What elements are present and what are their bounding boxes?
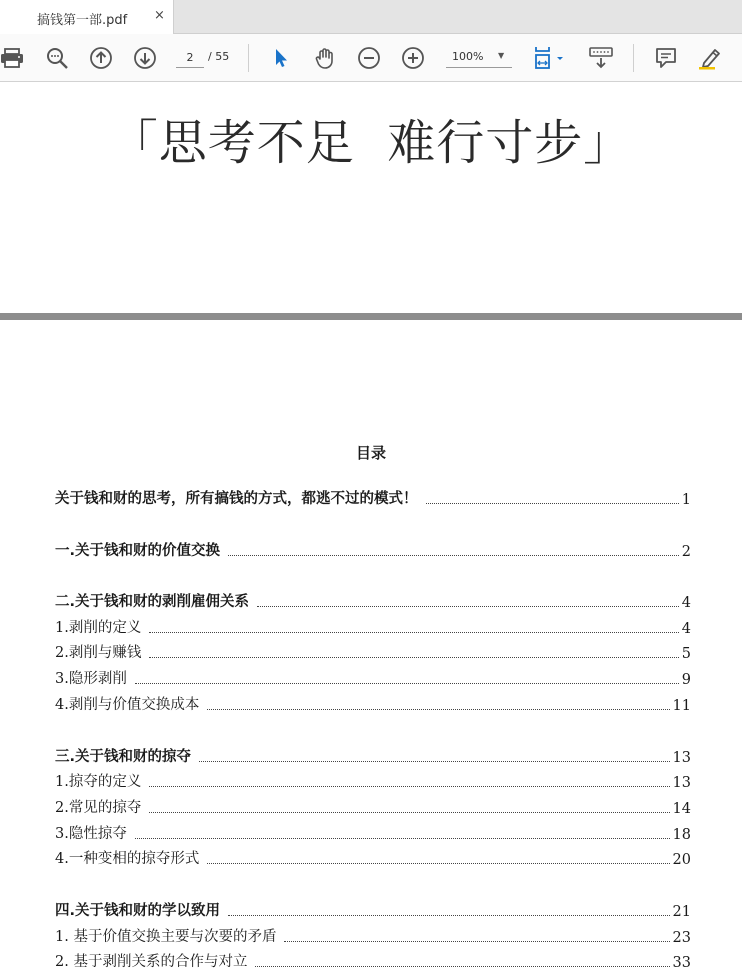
toc-entry-title: 1.剥削的定义 [55,620,142,636]
zoom-search-icon[interactable] [45,46,69,70]
toc-entry-page: 13 [672,775,691,791]
toc-entry-title: 三.关于钱和财的掠夺 [55,749,192,765]
toc-leader-dots [149,785,669,787]
toolbar-divider [248,44,249,72]
print-icon[interactable] [0,46,24,70]
toc-entry-title: 二.关于钱和财的剥削雇佣关系 [55,594,250,610]
toc-entry[interactable] [55,488,691,508]
toc-entry[interactable] [55,642,691,662]
toolbar-divider [633,44,634,72]
page-number-input[interactable] [176,47,204,68]
fit-page-icon[interactable] [533,46,567,70]
page-separator [0,313,742,320]
toc-entry-page: 13 [672,750,691,766]
zoom-value: 100% [452,50,484,63]
toc-entry-page: 20 [672,852,691,868]
toc-leader-dots [135,837,670,839]
toc-entry-page: 9 [681,672,691,688]
chevron-down-icon: ▼ [498,51,505,60]
toc-entry[interactable] [55,540,691,560]
highlight-pen-icon[interactable] [698,46,722,70]
hand-tool-icon[interactable] [313,46,337,70]
pdf-page-1 [0,82,742,313]
toc-entry-page: 1 [681,492,691,508]
toc-entry-title: 四.关于钱和财的学以致用 [55,903,221,919]
toc-heading: 目录 [355,444,386,462]
select-cursor-icon[interactable] [268,46,292,70]
toc-entry-title: 1.掠夺的定义 [55,774,142,790]
toc-entry-title: 一.关于钱和财的价值交换 [55,543,221,559]
toc-leader-dots [199,760,670,762]
toc-entry-title: 2.常见的掠夺 [55,800,142,816]
toc-entry[interactable] [55,771,691,791]
toc-entry[interactable] [55,668,691,688]
toc-entry[interactable] [55,848,691,868]
zoom-out-icon[interactable] [357,46,381,70]
toc-entry-title: 3.隐性掠夺 [55,826,127,842]
page-total: / 55 [208,50,230,63]
toc-leader-dots [149,811,669,813]
toc-leader-dots [149,656,678,658]
zoom-in-icon[interactable] [401,46,425,70]
toc-entry[interactable] [55,591,691,611]
toc-leader-dots [207,708,669,710]
page-title: 「思考不足 难行寸步」 [109,115,633,171]
tab-document[interactable] [0,0,174,34]
toc-leader-dots [284,940,669,942]
toc-entry-title: 4.剥削与价值交换成本 [55,697,200,713]
toc-entry[interactable] [55,797,691,817]
toc-entry-page: 14 [672,801,691,817]
comment-icon[interactable] [654,46,678,70]
toc-leader-dots [257,605,679,607]
toc-leader-dots [135,682,679,684]
toc-entry-page: 5 [681,646,691,662]
toc-entry-page: 18 [672,827,691,843]
toc-leader-dots [207,862,669,864]
toc-leader-dots [149,631,678,633]
toc-entry-page: 33 [672,955,691,971]
toc-entry[interactable] [55,617,691,637]
toc-leader-dots [228,914,670,916]
toc-entry-page: 2 [681,544,691,560]
toc-entry-title: 1. 基于价值交换主要与次要的矛盾 [55,929,277,945]
toc-leader-dots [228,554,679,556]
toc-entry[interactable] [55,926,691,946]
tab-bar [0,0,742,34]
toc-entry-title: 关于钱和财的思考，所有搞钱的方式，都逃不过的模式！ [55,491,418,507]
toc-entry-title: 4.一种变相的掠夺形式 [55,851,200,867]
toc-entry-title: 2.剥削与赚钱 [55,645,142,661]
toc-entry-page: 21 [672,904,691,920]
page-up-icon[interactable] [89,46,113,70]
zoom-select[interactable] [446,47,512,68]
toc-entry[interactable] [55,951,691,971]
toc-leader-dots [426,502,679,504]
toc-entry[interactable] [55,900,691,920]
toc-entry-page: 11 [672,698,691,714]
document-viewer[interactable] [0,82,742,979]
tab-title: 搞钱第一部.pdf [37,13,128,28]
toc-entry-title: 3.隐形剥削 [55,671,127,687]
close-icon[interactable]: × [154,8,165,23]
toc-entry[interactable] [55,823,691,843]
toc-entry-page: 4 [681,621,691,637]
toc-entry-page: 23 [672,930,691,946]
pdf-page-2 [0,320,742,979]
toc-entry[interactable] [55,746,691,766]
toolbar [0,34,742,82]
toc-entry[interactable] [55,694,691,714]
scroll-mode-icon[interactable] [589,46,613,70]
page-down-icon[interactable] [133,46,157,70]
toc-entry-title: 2. 基于剥削关系的合作与对立 [55,954,248,970]
toc-leader-dots [255,965,669,967]
toc-entry-page: 4 [681,595,691,611]
